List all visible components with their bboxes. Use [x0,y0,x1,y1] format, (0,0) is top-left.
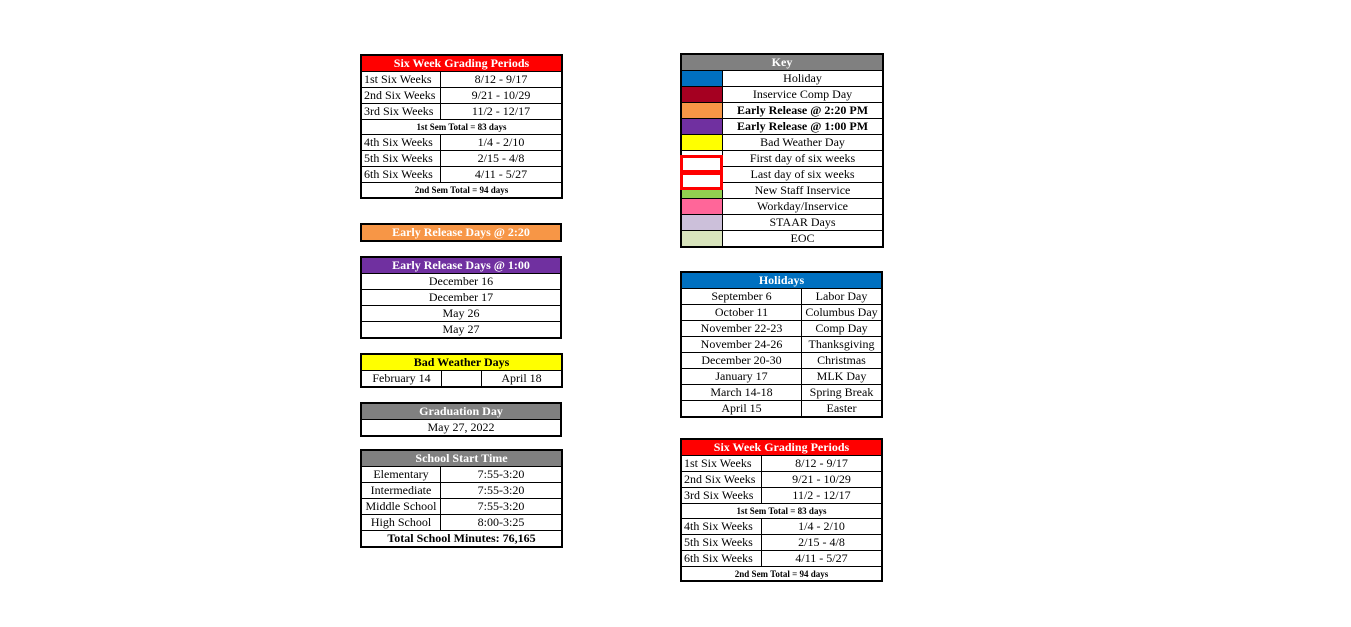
key-swatch-early-100 [682,119,723,135]
graduation-date: May 27, 2022 [362,420,561,436]
early-release-date: December 16 [362,274,561,290]
grading-row-label: 1st Six Weeks [362,72,441,88]
bad-weather-table [361,354,562,387]
key-swatch-workday [682,199,723,215]
key-label: Workday/Inservice [723,199,883,215]
early-release-100-title: Early Release Days @ 1:00 [362,258,561,274]
key-swatch-early-220 [682,103,723,119]
holiday-date: September 6 [682,289,802,305]
key-label: Holiday [723,71,883,87]
grading-row-dates: 9/21 - 10/29 [762,472,882,488]
school-start-time-title: School Start Time [362,451,562,467]
key-swatch-holiday [682,71,723,87]
key-swatch-inservice-comp [682,87,723,103]
grading-row-label: 6th Six Weeks [682,551,762,567]
grading-row-label: 2nd Six Weeks [362,88,441,104]
holiday-name: Comp Day [802,321,882,337]
semester-1-total: 1st Sem Total = 83 days [362,120,562,135]
grading-row-dates: 9/21 - 10/29 [441,88,562,104]
school-level: High School [362,515,441,531]
grading-row-dates: 2/15 - 4/8 [441,151,562,167]
holidays-title: Holidays [682,273,882,289]
grading-row-label: 5th Six Weeks [682,535,762,551]
grading-row-dates: 11/2 - 12/17 [441,104,562,120]
grading-periods-right-table [681,439,882,581]
grading-row-label: 4th Six Weeks [362,135,441,151]
holiday-name: Spring Break [802,385,882,401]
early-release-220-title: Early Release Days @ 2:20 [362,225,561,241]
holiday-date: October 11 [682,305,802,321]
holiday-date: April 15 [682,401,802,417]
grading-row-label: 3rd Six Weeks [682,488,762,504]
grading-periods-left-table [361,55,562,198]
key-swatch-bad-weather [682,135,723,151]
total-school-minutes: Total School Minutes: 76,165 [362,531,562,547]
grading-row-label: 4th Six Weeks [682,519,762,535]
first-day-red-box [680,155,723,173]
key-swatch-eoc [682,231,723,247]
grading-row-label: 2nd Six Weeks [682,472,762,488]
bad-weather-date: April 18 [482,371,562,387]
school-level: Elementary [362,467,441,483]
key-table [681,54,883,247]
holiday-date: December 20-30 [682,353,802,369]
holiday-date: November 22-23 [682,321,802,337]
school-level: Middle School [362,499,441,515]
key-title: Key [682,55,883,71]
school-level: Intermediate [362,483,441,499]
key-label: EOC [723,231,883,247]
grading-row-dates: 1/4 - 2/10 [762,519,882,535]
holiday-name: Easter [802,401,882,417]
key-label: Last day of six weeks [723,167,883,183]
bad-weather-date: February 14 [362,371,442,387]
semester-1-total: 1st Sem Total = 83 days [682,504,882,519]
graduation-table [361,403,561,436]
holiday-name: MLK Day [802,369,882,385]
key-label: New Staff Inservice [723,183,883,199]
school-start-time-table [361,450,562,547]
grading-row-dates: 2/15 - 4/8 [762,535,882,551]
grading-row-dates: 4/11 - 5/27 [441,167,562,183]
school-time: 7:55-3:20 [441,467,562,483]
grading-row-dates: 8/12 - 9/17 [441,72,562,88]
holiday-name: Columbus Day [802,305,882,321]
holiday-date: November 24-26 [682,337,802,353]
blank-cell [442,371,482,387]
semester-2-total: 2nd Sem Total = 94 days [682,567,882,582]
key-label: Bad Weather Day [723,135,883,151]
grading-row-dates: 1/4 - 2/10 [441,135,562,151]
grading-row-dates: 4/11 - 5/27 [762,551,882,567]
school-time: 8:00-3:25 [441,515,562,531]
school-time: 7:55-3:20 [441,483,562,499]
early-release-date: December 17 [362,290,561,306]
graduation-title: Graduation Day [362,404,561,420]
grading-periods-left-title: Six Week Grading Periods [362,56,562,72]
grading-row-label: 3rd Six Weeks [362,104,441,120]
grading-row-dates: 11/2 - 12/17 [762,488,882,504]
holiday-date: March 14-18 [682,385,802,401]
grading-row-label: 6th Six Weeks [362,167,441,183]
key-label: Early Release @ 2:20 PM [723,103,883,119]
holiday-name: Christmas [802,353,882,369]
bad-weather-title: Bad Weather Days [362,355,562,371]
key-swatch-staar [682,215,723,231]
grading-periods-right-title: Six Week Grading Periods [682,440,882,456]
early-release-100-table [361,257,561,338]
school-time: 7:55-3:20 [441,499,562,515]
early-release-220-table [361,224,561,241]
holiday-name: Labor Day [802,289,882,305]
semester-2-total: 2nd Sem Total = 94 days [362,183,562,198]
key-label: Early Release @ 1:00 PM [723,119,883,135]
holiday-date: January 17 [682,369,802,385]
key-label: Inservice Comp Day [723,87,883,103]
grading-row-dates: 8/12 - 9/17 [762,456,882,472]
grading-row-label: 5th Six Weeks [362,151,441,167]
last-day-red-box [680,172,723,190]
key-label: STAAR Days [723,215,883,231]
early-release-date: May 27 [362,322,561,338]
holidays-table [681,272,882,417]
early-release-date: May 26 [362,306,561,322]
key-label: First day of six weeks [723,151,883,167]
grading-row-label: 1st Six Weeks [682,456,762,472]
holiday-name: Thanksgiving [802,337,882,353]
